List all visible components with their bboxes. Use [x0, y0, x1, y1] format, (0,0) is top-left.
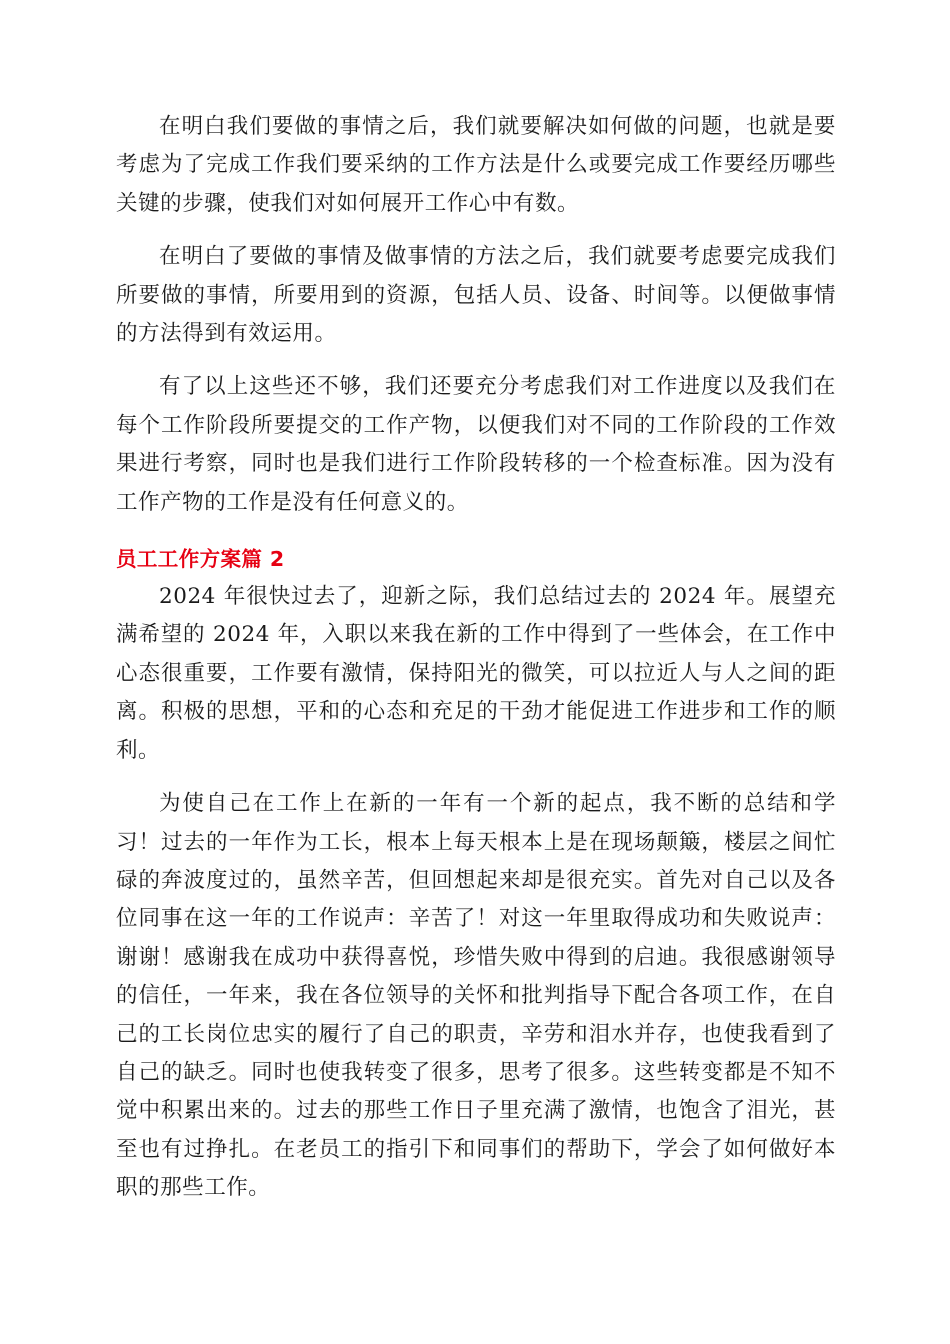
document-page: [116, 108, 836, 1208]
body-paragraph-1: 在明白我们要做的事情之后，我们就要解决如何做的问题，也就是要考虑为了完成工作我们要采纳的工作方法是什么或要完成工作要经历哪些关键的步骤，使我们对如何展开工作心中有数。: [116, 114, 836, 216]
section-heading: 员工工作方案篇 2: [116, 547, 285, 572]
body-paragraph-3: 有了以上这些还不够，我们还要充分考虑我们对工作进度以及我们在每个工作阶段所要提交的工作产物，以便我们对不同的工作阶段的工作效果进行考察，同时也是我们进行工作阶段转移的一个检查标准。因为没有工作产物的工作是没有任何意义的。: [116, 374, 836, 515]
body-paragraph-2: 在明白了要做的事情及做事情的方法之后，我们就要考虑要完成我们所要做的事情，所要用到的资源，包括人员、设备、时间等。以便做事情的方法得到有效运用。: [116, 244, 836, 347]
body-paragraph-4: 2024 年很快过去了，迎新之际，我们总结过去的 2024 年。展望充满希望的 2024 年，入职以来我在新的工作中得到了一些体会，在工作中心态很重要，工作要有激情，保持阳光的微笑，可以拉近人与人之间的距离。积极的思想，平和的心态和充足的干劲才能促进工作进步和工作的顺利。: [116, 584, 836, 763]
body-paragraph-5: 为使自己在工作上在新的一年有一个新的起点，我不断的总结和学习！过去的一年作为工长，根本上每天根本上是在现场颠簸，楼层之间忙碌的奔波度过的，虽然辛苦，但回想起来却是很充实。首先对自己以及各位同事在这一年的工作说声：辛苦了！对这一年里取得成功和失败说声：谢谢！感谢我在成功中获得喜悦，珍惜失败中得到的启迪。我很感谢领导的信任，一年来，我在各位领导的关怀和批判指导下配合各项工作，在自己的工长岗位忠实的履行了自己的职责，辛劳和泪水并存，也使我看到了自己的缺乏。同时也使我转变了很多，思考了很多。这些转变都是不知不觉中积累出来的。过去的那些工作日子里充满了激情，也饱含了泪光，甚至也有过挣扎。在老员工的指引下和同事们的帮助下，学会了如何做好本职的那些工作。: [116, 791, 836, 1201]
